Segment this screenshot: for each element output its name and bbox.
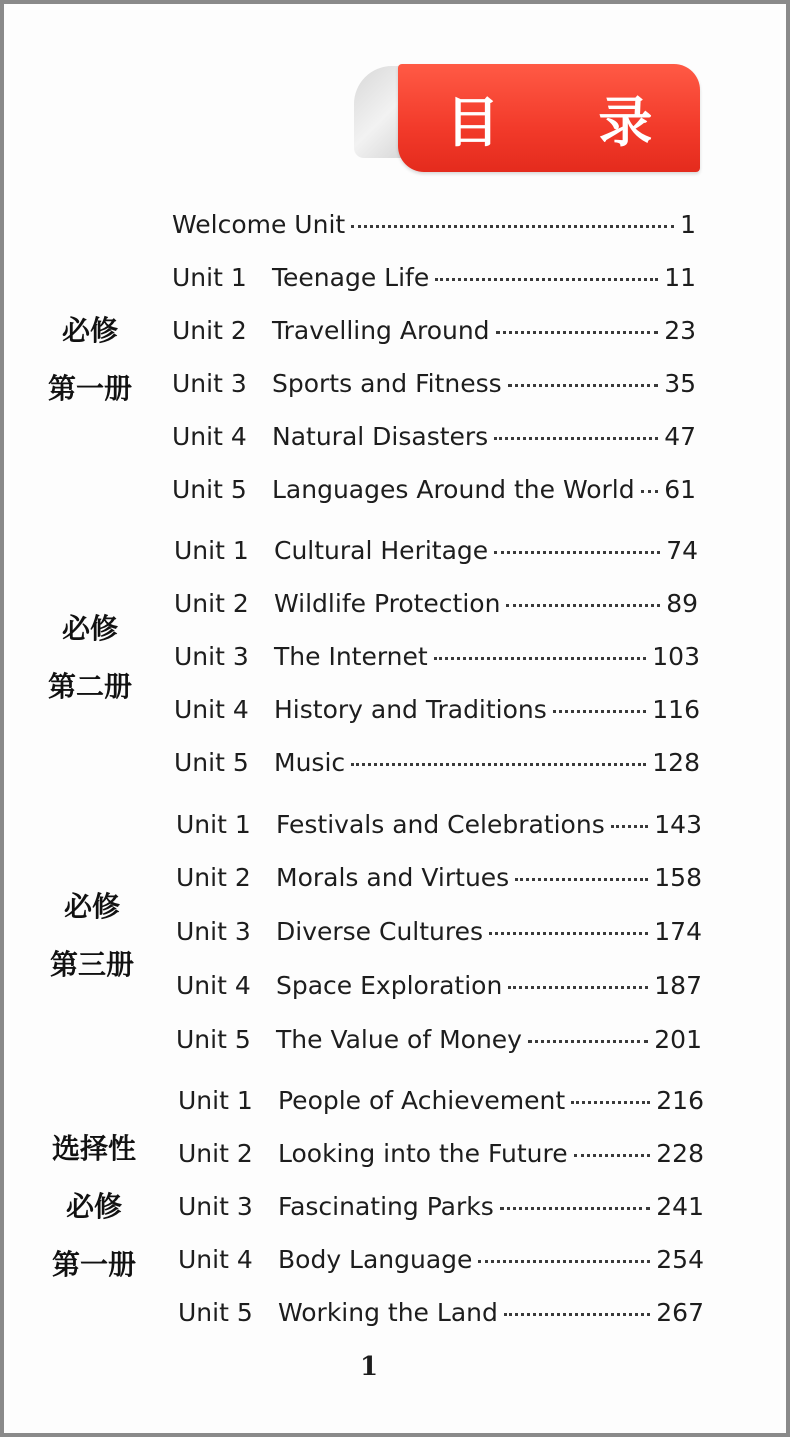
toc-entry[interactable] xyxy=(174,689,700,729)
dot-leader xyxy=(435,270,658,281)
page-number: 116 xyxy=(652,694,700,724)
unit-label: Unit 5 xyxy=(176,1024,251,1054)
toc-entry[interactable] xyxy=(178,1292,704,1332)
unit-label: Unit 5 xyxy=(172,474,247,504)
toc-entry[interactable] xyxy=(176,965,702,1005)
page-number: 128 xyxy=(652,747,700,777)
entry-title: History and Traditions xyxy=(274,694,547,724)
entry-title: Festivals and Celebrations xyxy=(276,809,605,839)
unit-label: Unit 3 xyxy=(172,368,247,398)
entry-title: The Internet xyxy=(274,641,428,671)
entry-title: Space Exploration xyxy=(276,970,503,1000)
volume-label: 必修 第二册 xyxy=(47,612,132,703)
toc-entry[interactable] xyxy=(178,1186,704,1226)
unit-label: Unit 4 xyxy=(172,421,247,451)
dot-leader xyxy=(515,870,648,881)
dot-leader xyxy=(494,429,658,440)
unit-label: Unit 2 xyxy=(172,315,247,345)
dot-leader xyxy=(494,543,660,554)
entry-title: Body Language xyxy=(278,1244,473,1274)
entry-title: People of Achievement xyxy=(278,1085,566,1115)
unit-label: Unit 5 xyxy=(174,747,249,777)
page-number: 187 xyxy=(654,970,702,1000)
volume-label: 必修 第一册 xyxy=(47,314,132,405)
dot-leader xyxy=(641,482,659,493)
dot-leader xyxy=(504,1305,650,1316)
unit-label: Unit 2 xyxy=(174,588,249,618)
dot-leader xyxy=(611,817,649,828)
toc-entry[interactable] xyxy=(176,911,702,951)
page-number: 1 xyxy=(680,209,696,239)
page-number: 241 xyxy=(656,1191,704,1221)
dot-leader xyxy=(574,1146,651,1157)
unit-label: Unit 3 xyxy=(174,641,249,671)
page-number: 61 xyxy=(664,474,696,504)
unit-label: Unit 2 xyxy=(176,862,251,892)
toc-entry[interactable] xyxy=(176,1019,702,1059)
page-number: 74 xyxy=(666,535,698,565)
entry-title: The Value of Money xyxy=(276,1024,522,1054)
unit-label: Unit 5 xyxy=(178,1297,253,1327)
toc-entry[interactable] xyxy=(172,310,696,350)
toc-entry[interactable] xyxy=(178,1239,704,1279)
entry-title: Natural Disasters xyxy=(272,421,489,451)
dot-leader xyxy=(489,924,648,935)
page-number: 267 xyxy=(656,1297,704,1327)
toc-entry[interactable] xyxy=(178,1080,704,1120)
page-number: 228 xyxy=(656,1138,704,1168)
toc-entry[interactable] xyxy=(172,363,696,403)
dot-leader xyxy=(500,1199,651,1210)
toc-entry[interactable] xyxy=(178,1133,704,1173)
page-title: 目 录 xyxy=(445,90,693,154)
dot-leader xyxy=(506,596,660,607)
dot-leader xyxy=(571,1093,650,1104)
entry-title: Working the Land xyxy=(278,1297,498,1327)
entry-title: Cultural Heritage xyxy=(274,535,489,565)
unit-label: Unit 3 xyxy=(178,1191,253,1221)
entry-title: Fascinating Parks xyxy=(278,1191,494,1221)
entry-title: Diverse Cultures xyxy=(276,916,484,946)
unit-label: Unit 1 xyxy=(174,535,249,565)
toc-entry[interactable] xyxy=(176,804,702,844)
page-number: 174 xyxy=(654,916,702,946)
dot-leader xyxy=(508,376,659,387)
unit-label: Unit 4 xyxy=(174,694,249,724)
page-number: 11 xyxy=(664,262,696,292)
unit-label: Unit 1 xyxy=(178,1085,253,1115)
entry-title: Sports and Fitness xyxy=(272,368,502,398)
toc-entry[interactable] xyxy=(174,742,700,782)
unit-label: Unit 4 xyxy=(176,970,251,1000)
dot-leader xyxy=(508,978,648,989)
entry-title: Teenage Life xyxy=(272,262,430,292)
page-number: 216 xyxy=(656,1085,704,1115)
dot-leader xyxy=(478,1252,650,1263)
entry-title: Music xyxy=(274,747,346,777)
dot-leader xyxy=(528,1032,648,1043)
page-number: 254 xyxy=(656,1244,704,1274)
toc-entry[interactable] xyxy=(172,469,696,509)
entry-title: Travelling Around xyxy=(272,315,490,345)
entry-title: Morals and Virtues xyxy=(276,862,510,892)
unit-label: Unit 1 xyxy=(176,809,251,839)
toc-entry[interactable] xyxy=(176,857,702,897)
page-number: 158 xyxy=(654,862,702,892)
unit-label: Unit 1 xyxy=(172,262,247,292)
entry-title: Looking into the Future xyxy=(278,1138,568,1168)
page-number: 89 xyxy=(666,588,698,618)
entry-title: Wildlife Protection xyxy=(274,588,501,618)
entry-title: Welcome Unit xyxy=(172,209,346,239)
dot-leader xyxy=(351,755,646,766)
page-number: 35 xyxy=(664,368,696,398)
page-number: 143 xyxy=(654,809,702,839)
dot-leader xyxy=(553,702,646,713)
toc-entry-welcome[interactable] xyxy=(172,204,696,244)
dot-leader xyxy=(351,217,674,228)
volume-label: 选择性 必修 第一册 xyxy=(51,1132,136,1281)
volume-label: 必修 第三册 xyxy=(49,890,134,981)
unit-label: Unit 3 xyxy=(176,916,251,946)
page-number: 201 xyxy=(654,1024,702,1054)
unit-label: Unit 2 xyxy=(178,1138,253,1168)
page-number: 23 xyxy=(664,315,696,345)
toc-entry[interactable] xyxy=(172,257,696,297)
toc-entry[interactable] xyxy=(174,583,698,623)
toc-entry[interactable] xyxy=(174,530,698,570)
page-number: 47 xyxy=(664,421,696,451)
dot-leader xyxy=(496,323,659,334)
page-number-footer: 1 xyxy=(359,1352,379,1382)
toc-entry[interactable] xyxy=(174,636,700,676)
page-number: 103 xyxy=(652,641,700,671)
dot-leader xyxy=(434,649,647,660)
toc-entry[interactable] xyxy=(172,416,696,456)
entry-title: Languages Around the World xyxy=(272,474,635,504)
unit-label: Unit 4 xyxy=(178,1244,253,1274)
